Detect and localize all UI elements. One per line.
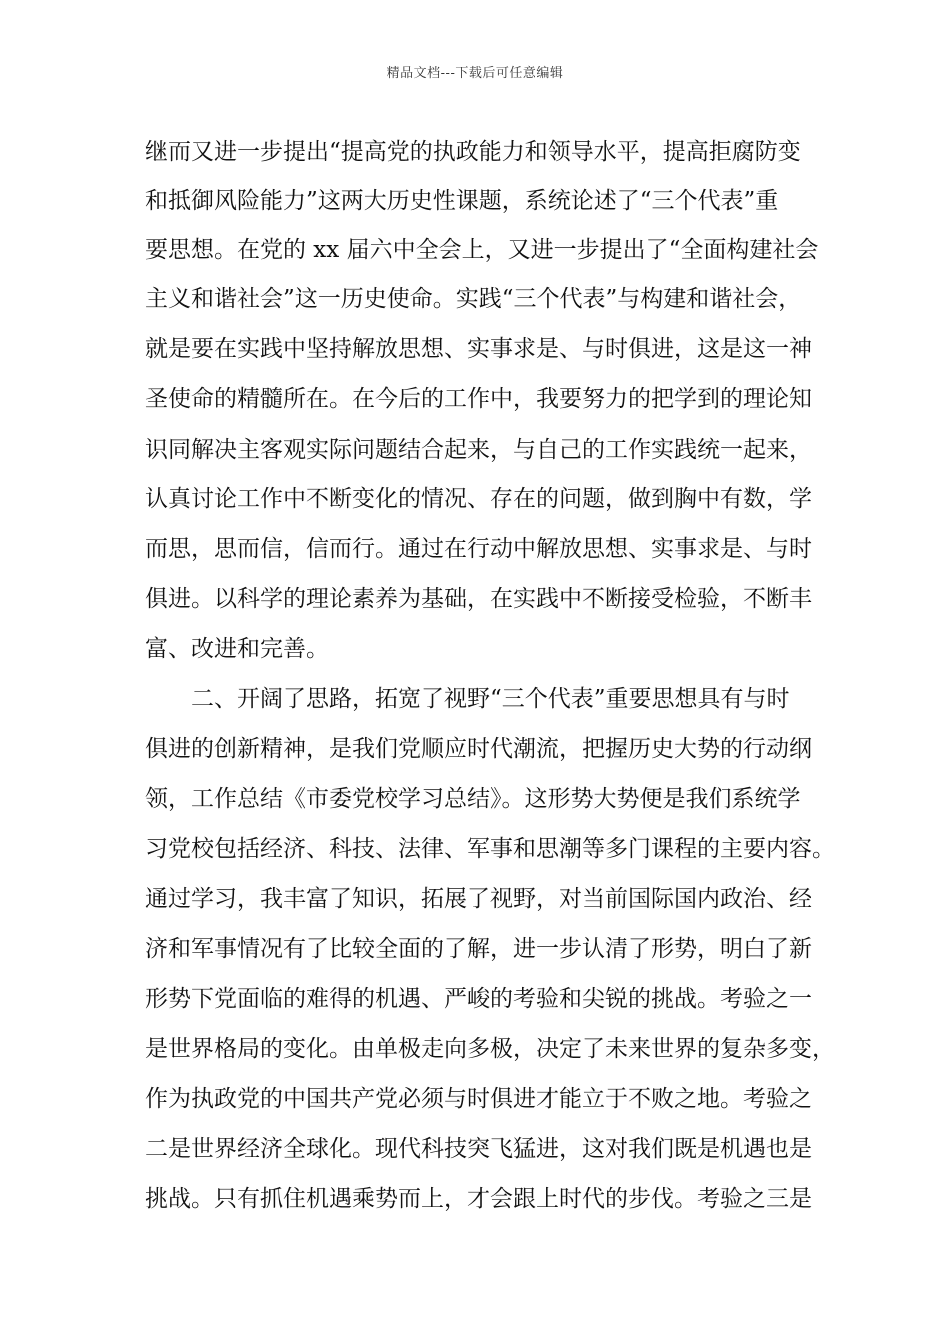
- text-line: 济和军事情况有了比较全面的了解，进一步认清了形势，明白了新: [145, 936, 812, 962]
- text-line: 主义和谐社会”这一历史使命。实践“三个代表”与构建和谐社会，: [145, 286, 802, 312]
- text-line: 和抵御风险能力”这两大历史性课题，系统论述了“三个代表”重: [145, 188, 779, 214]
- text-line: 要思想。在党的 xx 届六中全会上，又进一步提出了“全面构建社会: [145, 237, 819, 263]
- text-line: 是世界格局的变化。由单极走向多极，决定了未来世界的复杂多变，: [145, 1036, 835, 1062]
- text-line: 挑战。只有抓住机遇乘势而上，才会跟上时代的步伐。考验之三是: [145, 1186, 812, 1212]
- text-line: 二是世界经济全球化。现代科技突飞猛进，这对我们既是机遇也是: [145, 1136, 812, 1162]
- text-line: 识同解决主客观实际问题结合起来，与自己的工作实践统一起来，: [145, 437, 812, 463]
- text-line: 作为执政党的中国共产党必须与时俱进才能立于不败之地。考验之: [145, 1086, 812, 1112]
- text-line: 领，工作总结《市委党校学习总结》。这形势大势便是我们系统学: [145, 786, 801, 812]
- text-line: 就是要在实践中坚持解放思想、实事求是、与时俱进，这是这一神: [145, 336, 812, 362]
- paragraph-first-line: 二、开阔了思路，拓宽了视野“三个代表”重要思想具有与时: [191, 686, 790, 712]
- page-header: 精品文档---下载后可任意编辑: [386, 66, 564, 81]
- text-line: 俱进。以科学的理论素养为基础，在实践中不断接受检验，不断丰: [145, 586, 812, 612]
- text-line: 富、改进和完善。: [145, 636, 329, 662]
- text-line: 俱进的创新精神，是我们党顺应时代潮流，把握历史大势的行动纲: [145, 736, 812, 762]
- text-line: 认真讨论工作中不断变化的情况、存在的问题，做到胸中有数，学: [145, 486, 812, 512]
- text-line: 圣使命的精髓所在。在今后的工作中，我要努力的把学到的理论知: [145, 386, 812, 412]
- text-line: 通过学习，我丰富了知识，拓展了视野，对当前国际国内政治、经: [145, 886, 812, 912]
- text-line: 习党校包括经济、科技、法律、军事和思潮等多门课程的主要内容。: [145, 836, 835, 862]
- text-line: 而思，思而信，信而行。通过在行动中解放思想、实事求是、与时: [145, 536, 812, 562]
- text-line: 形势下党面临的难得的机遇、严峻的考验和尖锐的挑战。考验之一: [145, 986, 812, 1012]
- text-line: 继而又进一步提出“提高党的执政能力和领导水平，提高拒腐防变: [145, 139, 801, 165]
